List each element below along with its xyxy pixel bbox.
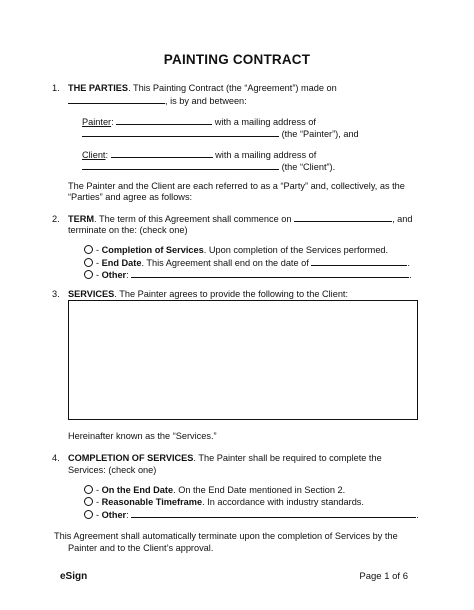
completion-option-other[interactable] [84,508,419,521]
commence-date-field[interactable] [294,212,392,222]
term-option-other[interactable] [84,268,412,281]
option-label: On the End Date [101,485,174,495]
section-number: 4. [52,453,60,463]
dash: - [96,510,102,520]
completion-other-field[interactable] [131,508,416,518]
client-name-field[interactable] [111,148,213,158]
closing-line-1: This Agreement shall automatically terminate upon the completion of Services by the [54,531,398,541]
dash: - [96,245,102,255]
period: . [416,510,419,520]
period: . [407,258,410,268]
painter-line: Painter: with a mailing address of [82,117,316,127]
radio-button[interactable] [84,258,93,267]
dash: - [96,270,102,280]
section-heading: TERM [68,214,95,224]
radio-button[interactable] [84,270,93,279]
term-other-field[interactable] [131,268,409,278]
closing-line-2: Painter and to the Client’s approval. [68,543,214,553]
section-text: . The Painter agrees to provide the following to the Client: [114,289,349,299]
option-label: Completion of Services [101,245,204,255]
client-address-line [82,160,335,173]
esign-logo: eSign [60,571,88,582]
period: . [409,270,412,280]
option-text: . On the End Date mentioned in Section 2. [173,485,346,495]
painter-name-field[interactable] [116,115,212,125]
client-suffix: (the “Client”). [281,162,336,172]
section-text: . This Painting Contract (the “Agreement”) made on [128,83,337,93]
section-3-heading-line [52,288,348,300]
agreement-date-field[interactable] [68,94,165,104]
completion-option-reasonable[interactable] [84,496,364,508]
option-text: . Upon completion of the Services performed. [203,245,389,255]
client-address-field[interactable] [82,160,279,170]
dash: - [96,497,102,507]
section-number: 3. [52,289,60,299]
document-title: PAINTING CONTRACT [163,52,311,67]
section-2-line-2: terminate on the: (check one) [68,225,188,235]
option-text: . This Agreement shall end on the date of [141,258,309,268]
radio-button[interactable] [84,245,93,254]
dash: - [96,258,102,268]
option-label: Reasonable Timeframe [101,497,203,507]
radio-button[interactable] [84,485,93,494]
option-label: Other [101,270,127,280]
colon: : [126,510,129,520]
section-text: . The term of this Agreement shall commence on [94,214,292,224]
painter-address-line [82,127,359,140]
completion-option-end-date[interactable] [84,484,345,496]
client-line: Client: with a mailing address of [82,150,317,160]
painter-text: with a mailing address of [214,117,316,127]
section-heading: COMPLETION OF SERVICES [68,453,194,463]
option-label: Other [101,510,127,520]
radio-button[interactable] [84,497,93,506]
section-text: , is by and between: [165,96,247,106]
page-number: Page 1 of 6 [359,571,408,582]
section-number: 2. [52,214,60,224]
colon: : [126,270,129,280]
section-text: . The Painter shall be required to complete the [193,453,382,463]
parties-paragraph-line-2: “Parties” and agree as follows: [68,192,193,202]
painter-label: Painter [82,117,112,127]
services-text-box[interactable] [68,300,418,420]
section-4-heading-line [52,452,382,464]
dash: - [96,485,102,495]
parties-paragraph-line-1: The Painter and the Client are each referred to as a “Party” and, collectively, as the [68,181,405,191]
client-text: with a mailing address of [215,150,317,160]
term-option-completion[interactable] [84,244,388,256]
option-label: End Date [101,258,142,268]
radio-button[interactable] [84,510,93,519]
painter-address-field[interactable] [82,127,279,137]
section-4-line-2: Services: (check one) [68,465,157,475]
option-text: . In accordance with industry standards. [202,497,364,507]
end-date-field[interactable] [311,256,407,266]
section-text: , and [392,214,413,224]
client-label: Client [82,150,106,160]
section-heading: SERVICES [68,289,115,299]
section-number: 1. [52,83,60,93]
painter-suffix: (the “Painter”), and [281,129,359,139]
services-hereinafter: Hereinafter known as the “Services.” [68,431,217,441]
date-line [68,94,247,107]
section-1-heading-line [52,82,337,94]
section-heading: THE PARTIES [68,83,129,93]
